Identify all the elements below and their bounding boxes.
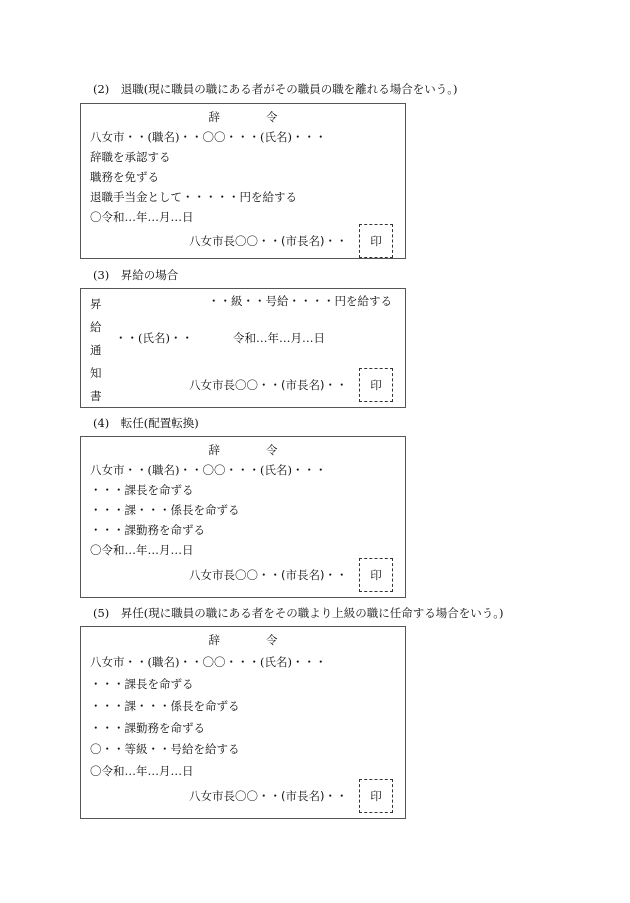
vertical-title-char: 書 <box>90 389 102 403</box>
vertical-title-char: 知 <box>90 366 102 380</box>
form-line: 退職手当金として・・・・・円を給する <box>90 190 297 204</box>
seal-box: 印 <box>359 224 393 258</box>
issuer-line: 八女市長〇〇・・(市長名)・・ <box>189 234 348 248</box>
form-title <box>81 633 405 647</box>
section-caption-promotion: (5) 昇任(現に職員の職にある者をその職より上級の職に任命する場合をいう。) <box>93 606 504 620</box>
form-title-char-1: 辞 <box>208 110 220 124</box>
form-line: 職務を免ずる <box>90 170 159 184</box>
vertical-title-char: 通 <box>90 343 102 357</box>
form-line-date: 〇令和…年…月…日 <box>90 543 194 557</box>
form-line: ・・・課・・・係長を命ずる <box>90 503 240 517</box>
form-line: ・・・課長を命ずる <box>90 483 194 497</box>
form-line: 辞職を承認する <box>90 150 171 164</box>
seal-box: 印 <box>359 779 393 813</box>
form-title-char-2: 令 <box>266 633 278 647</box>
form-title-char-1: 辞 <box>208 633 220 647</box>
seal-box: 印 <box>359 368 393 402</box>
form-title-char-2: 令 <box>266 443 278 457</box>
form-line: ・・・課勤務を命ずる <box>90 523 205 537</box>
form-title <box>81 443 405 457</box>
vertical-title-char: 昇 <box>90 297 102 311</box>
form-line-date: 〇令和…年…月…日 <box>90 764 194 778</box>
salary-grade-line: ・・級・・号給・・・・円を給する <box>208 294 392 308</box>
form-title-char-1: 辞 <box>208 443 220 457</box>
section-caption-retirement: (2) 退職(現に職員の職にある者がその職員の職を離れる場合をいう。) <box>93 82 458 96</box>
appointment-form-retirement <box>80 103 406 259</box>
notice-date: 令和…年…月…日 <box>233 331 325 345</box>
section-caption-salary-raise: (3) 昇給の場合 <box>93 268 179 282</box>
form-line: ・・・課・・・係長を命ずる <box>90 699 240 713</box>
form-line: ・・・課勤務を命ずる <box>90 721 205 735</box>
seal-box: 印 <box>359 558 393 592</box>
form-title <box>81 110 405 124</box>
form-line-name: 八女市・・(職名)・・〇〇・・・(氏名)・・・ <box>90 463 327 477</box>
form-line-date: 〇令和…年…月…日 <box>90 210 194 224</box>
recipient-name: ・・(氏名)・・ <box>115 331 193 345</box>
section-caption-transfer: (4) 転任(配置転換) <box>93 416 199 430</box>
form-line: ・・・課長を命ずる <box>90 677 194 691</box>
form-line-grade: 〇・・等級・・号給を給する <box>90 742 240 756</box>
appointment-form-promotion <box>80 626 406 819</box>
issuer-line: 八女市長〇〇・・(市長名)・・ <box>189 789 348 803</box>
form-title-char-2: 令 <box>266 110 278 124</box>
issuer-line: 八女市長〇〇・・(市長名)・・ <box>189 378 348 392</box>
form-line-name: 八女市・・(職名)・・〇〇・・・(氏名)・・・ <box>90 130 327 144</box>
salary-raise-notice-form <box>80 288 406 408</box>
form-line-name: 八女市・・(職名)・・〇〇・・・(氏名)・・・ <box>90 655 327 669</box>
issuer-line: 八女市長〇〇・・(市長名)・・ <box>189 568 348 582</box>
vertical-title <box>90 297 104 412</box>
appointment-form-transfer <box>80 436 406 598</box>
vertical-title-char: 給 <box>90 320 102 334</box>
